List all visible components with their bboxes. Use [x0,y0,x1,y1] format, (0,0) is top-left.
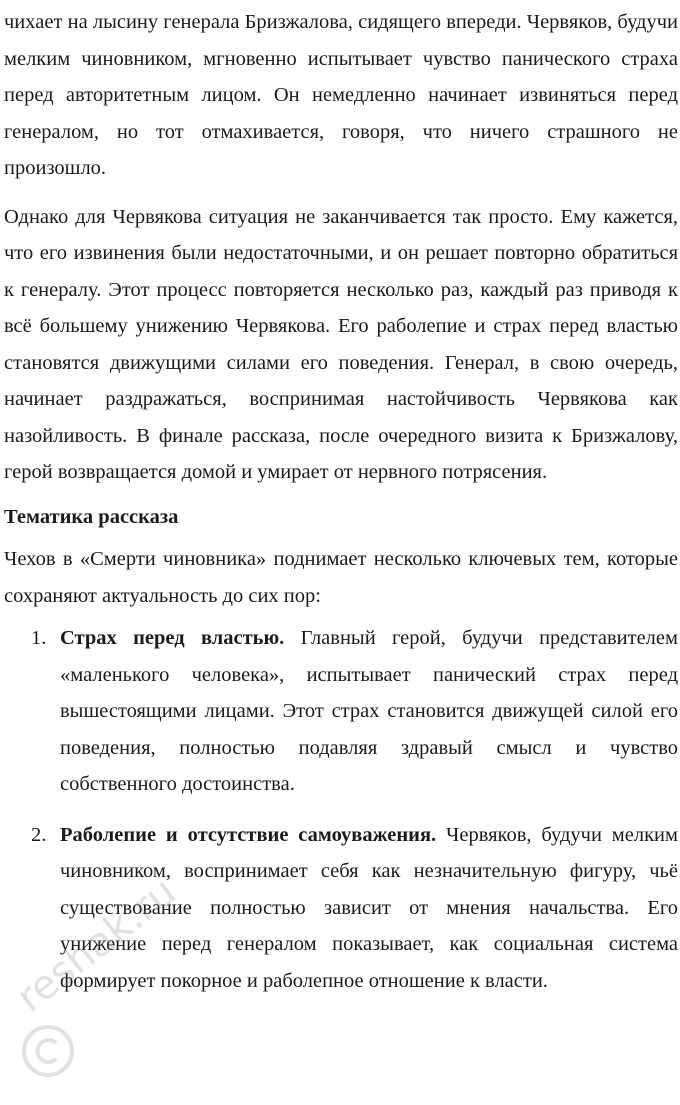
paragraph-themes-intro: Чехов в «Смерти чиновника» поднимает несколько ключевых тем, которые сохраняют актуальность до сих пор: [4,548,678,607]
paragraph-plot-start: чихает на лысину генерала Бризжалова, сидящего впереди. Червяков, будучи мелким чиновником, мгновенно испытывает чувство панического страха перед авторитетным лицом. Он немедленно начинает извиняться перед генералом, но тот отмахивается, говоря, что ничего страшного не произошло. [4,11,678,179]
list-item-title: Страх перед властью. [60,627,285,649]
watermark-text: reshak.ru [8,868,185,1022]
list-item [4,620,680,803]
section-heading: Тематика рассказа [4,505,179,528]
list-item-title: Раболепие и отсутствие самоуважения. [60,823,437,846]
copyright-icon [20,1023,76,1079]
themes-list [4,620,680,999]
list-item-number: 2. [31,823,47,846]
list-item-text: Главный герой, будучи представителем «маленького человека», испытывает панический страх перед вышестоящими лицами. Этот страх становится движущей силой его поведения, полностью подавляя здравый смысл и чувство собственного достоинства. [60,627,678,795]
list-item-number: 1. [31,627,47,649]
list-item-body [60,620,680,803]
list-item-body [60,817,680,1000]
list-item-text: Червяков, будучи мелким чиновником, воспринимает себя как незначительную фигуру, чьё существование полностью зависит от мнения начальства. Его унижение перед генералом показывает, как социальная система формирует покорное и раболепное отношение к власти. [60,823,678,992]
list-item [4,817,680,1000]
paragraph-plot-development: Однако для Червякова ситуация не заканчивается так просто. Ему кажется, что его извинения были недостаточными, и он решает повторно обратиться к генералу. Этот процесс повторяется несколько раз, каждый раз приводя к всё большему унижению Червякова. Его раболепие и страх перед властью становятся движущими силами его поведения. Генерал, в свою очередь, начинает раздражаться, воспринимая настойчивость Червякова как назойливость. В финале рассказа, после очередного визита к Бризжалову, герой возвращается домой и умирает от нервного потрясения. [4,205,678,483]
